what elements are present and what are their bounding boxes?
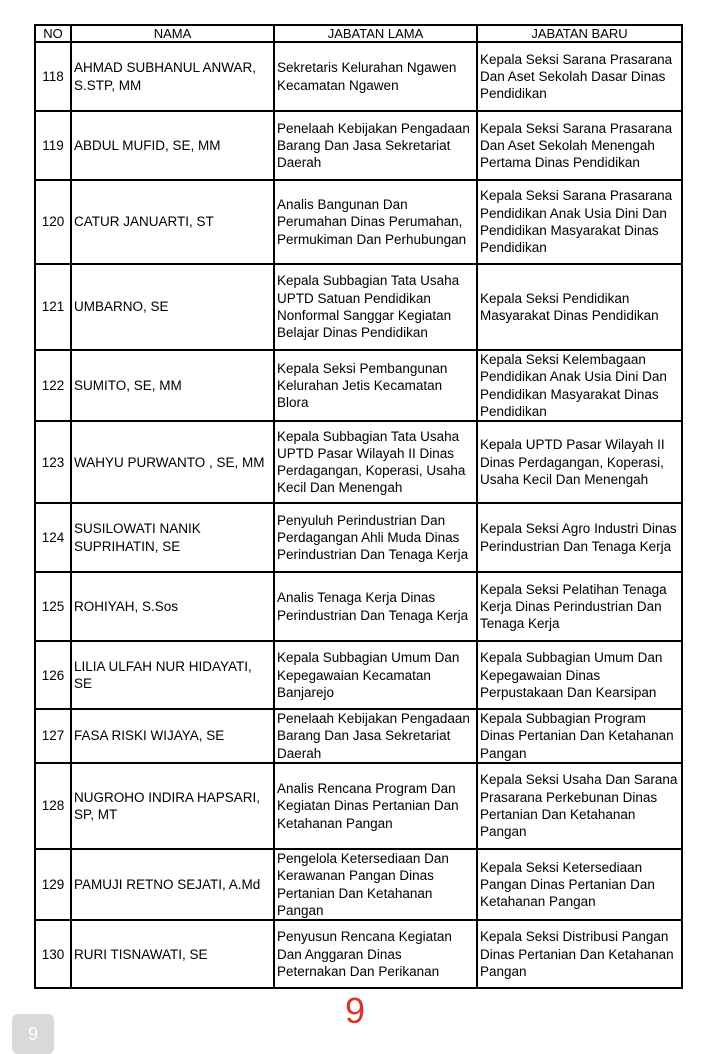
cell-jabatan-baru: Kepala Seksi Distribusi Pangan Dinas Pertanian Dan Ketahanan Pangan: [477, 920, 682, 988]
cell-jabatan-lama: Analis Rencana Program Dan Kegiatan Dinas Pertanian Dan Ketahanan Pangan: [274, 763, 477, 849]
table-row: [35, 421, 682, 503]
table-row: [35, 641, 682, 709]
cell-jabatan-baru: Kepala Seksi Agro Industri Dinas Perindustrian Dan Tenaga Kerja: [477, 503, 682, 572]
page-number: 9: [344, 990, 366, 1031]
header-jabatan-baru: JABATAN BARU: [477, 25, 682, 42]
table-row: [35, 180, 682, 264]
cell-nama: ABDUL MUFID, SE, MM: [71, 111, 274, 180]
table-header-row: [35, 25, 682, 42]
cell-no: 119: [35, 111, 71, 180]
cell-no: 123: [35, 421, 71, 503]
cell-jabatan-lama: Penyusun Rencana Kegiatan Dan Anggaran Dinas Peternakan Dan Perikanan: [274, 920, 477, 988]
page-indicator-badge[interactable]: 9: [12, 1014, 54, 1054]
cell-jabatan-baru: Kepala Subbagian Program Dinas Pertanian Dan Ketahanan Pangan: [477, 709, 682, 763]
cell-jabatan-baru: Kepala Subbagian Umum Dan Kepegawaian Dinas Perpustakaan Dan Kearsipan: [477, 641, 682, 709]
cell-no: 127: [35, 709, 71, 763]
table-row: [35, 572, 682, 641]
cell-jabatan-lama: Analis Bangunan Dan Perumahan Dinas Perumahan, Permukiman Dan Perhubungan: [274, 180, 477, 264]
cell-jabatan-baru: Kepala Seksi Pendidikan Masyarakat Dinas Pendidikan: [477, 264, 682, 350]
cell-jabatan-baru: Kepala Seksi Sarana Prasarana Pendidikan Anak Usia Dini Dan Pendidikan Masyarakat Dinas Pendidikan: [477, 180, 682, 264]
cell-nama: NUGROHO INDIRA HAPSARI, SP, MT: [71, 763, 274, 849]
header-nama: NAMA: [71, 25, 274, 42]
table-row: [35, 849, 682, 920]
cell-nama: SUMITO, SE, MM: [71, 350, 274, 421]
cell-nama: CATUR JANUARTI, ST: [71, 180, 274, 264]
cell-nama: LILIA ULFAH NUR HIDAYATI, SE: [71, 641, 274, 709]
cell-nama: PAMUJI RETNO SEJATI, A.Md: [71, 849, 274, 920]
cell-jabatan-baru: Kepala UPTD Pasar Wilayah II Dinas Perdagangan, Koperasi, Usaha Kecil Dan Menengah: [477, 421, 682, 503]
personnel-table: [34, 24, 683, 989]
cell-jabatan-lama: Kepala Subbagian Umum Dan Kepegawaian Kecamatan Banjarejo: [274, 641, 477, 709]
cell-jabatan-baru: Kepala Seksi Sarana Prasarana Dan Aset Sekolah Dasar Dinas Pendidikan: [477, 42, 682, 111]
cell-no: 125: [35, 572, 71, 641]
cell-no: 120: [35, 180, 71, 264]
cell-jabatan-lama: Analis Tenaga Kerja Dinas Perindustrian Dan Tenaga Kerja: [274, 572, 477, 641]
cell-nama: ROHIYAH, S.Sos: [71, 572, 274, 641]
table-row: [35, 503, 682, 572]
cell-no: 118: [35, 42, 71, 111]
cell-nama: UMBARNO, SE: [71, 264, 274, 350]
cell-jabatan-lama: Kepala Subbagian Tata Usaha UPTD Pasar Wilayah II Dinas Perdagangan, Koperasi, Usaha Kecil Dan Menengah: [274, 421, 477, 503]
cell-no: 121: [35, 264, 71, 350]
cell-jabatan-baru: Kepala Seksi Sarana Prasarana Dan Aset Sekolah Menengah Pertama Dinas Pendidikan: [477, 111, 682, 180]
cell-no: 126: [35, 641, 71, 709]
cell-jabatan-lama: Pengelola Ketersediaan Dan Kerawanan Pangan Dinas Pertanian Dan Ketahanan Pangan: [274, 849, 477, 920]
cell-jabatan-lama: Kepala Subbagian Tata Usaha UPTD Satuan Pendidikan Nonformal Sanggar Kegiatan Belajar Dinas Pendidikan: [274, 264, 477, 350]
cell-no: 129: [35, 849, 71, 920]
cell-jabatan-baru: Kepala Seksi Ketersediaan Pangan Dinas Pertanian Dan Ketahanan Pangan: [477, 849, 682, 920]
cell-jabatan-baru: Kepala Seksi Kelembagaan Pendidikan Anak Usia Dini Dan Pendidikan Masyarakat Dinas Pendidikan: [477, 350, 682, 421]
cell-no: 122: [35, 350, 71, 421]
cell-jabatan-lama: Kepala Seksi Pembangunan Kelurahan Jetis Kecamatan Blora: [274, 350, 477, 421]
table-row: [35, 920, 682, 988]
cell-nama: AHMAD SUBHANUL ANWAR, S.STP, MM: [71, 42, 274, 111]
table-row: [35, 42, 682, 111]
cell-no: 124: [35, 503, 71, 572]
cell-jabatan-baru: Kepala Seksi Pelatihan Tenaga Kerja Dinas Perindustrian Dan Tenaga Kerja: [477, 572, 682, 641]
table-row: [35, 264, 682, 350]
cell-nama: SUSILOWATI NANIK SUPRIHATIN, SE: [71, 503, 274, 572]
table-row: [35, 709, 682, 763]
cell-jabatan-baru: Kepala Seksi Usaha Dan Sarana Prasarana Perkebunan Dinas Pertanian Dan Ketahanan Pangan: [477, 763, 682, 849]
cell-jabatan-lama: Penyuluh Perindustrian Dan Perdagangan Ahli Muda Dinas Perindustrian Dan Tenaga Kerja: [274, 503, 477, 572]
cell-jabatan-lama: Penelaah Kebijakan Pengadaan Barang Dan Jasa Sekretariat Daerah: [274, 709, 477, 763]
cell-jabatan-lama: Penelaah Kebijakan Pengadaan Barang Dan Jasa Sekretariat Daerah: [274, 111, 477, 180]
personnel-table-container: [34, 24, 681, 989]
cell-nama: WAHYU PURWANTO , SE, MM: [71, 421, 274, 503]
table-row: [35, 763, 682, 849]
cell-nama: FASA RISKI WIJAYA, SE: [71, 709, 274, 763]
cell-jabatan-lama: Sekretaris Kelurahan Ngawen Kecamatan Ngawen: [274, 42, 477, 111]
cell-no: 130: [35, 920, 71, 988]
cell-no: 128: [35, 763, 71, 849]
table-row: [35, 350, 682, 421]
header-jabatan-lama: JABATAN LAMA: [274, 25, 477, 42]
table-row: [35, 111, 682, 180]
header-no: NO: [35, 25, 71, 42]
cell-nama: RURI TISNAWATI, SE: [71, 920, 274, 988]
